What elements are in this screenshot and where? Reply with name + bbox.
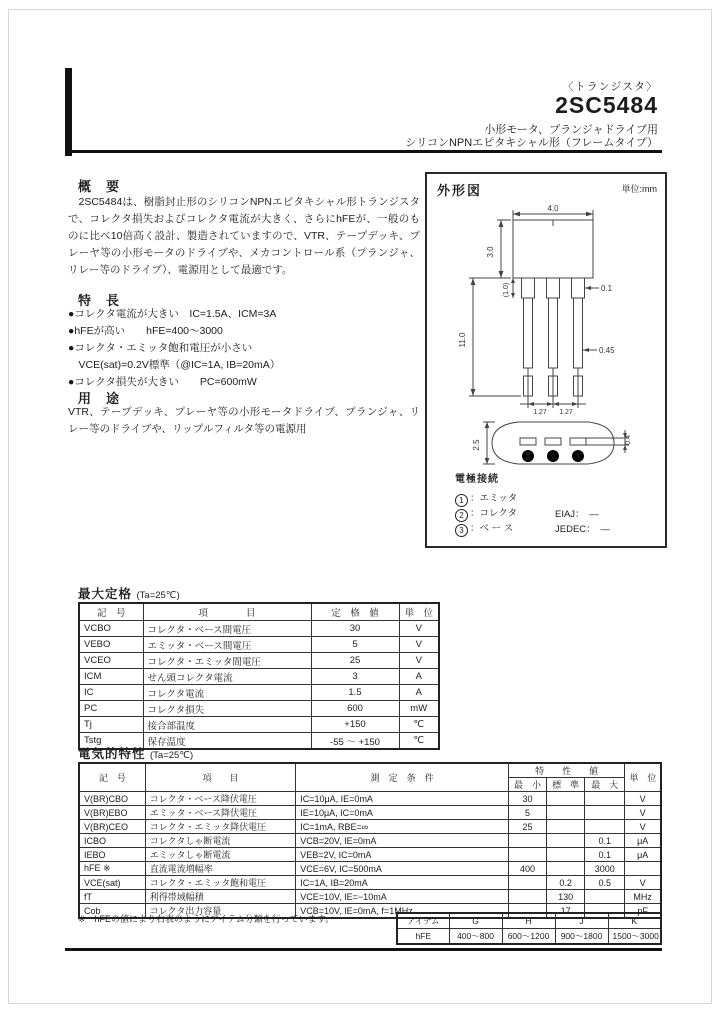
applications-heading: 用 途 [78, 391, 121, 406]
table-row [397, 929, 661, 945]
dim-lead-width: 0.45 [599, 346, 615, 355]
min: 5 [508, 806, 546, 820]
table-row [79, 717, 439, 733]
col-rank-g: G [449, 913, 502, 929]
value: +150 [311, 717, 399, 733]
overview-body: 2SC5484は、樹脂封止形のシリコンNPNエピタキシャル形トランジスタで、コレクタ損失およびコレクタ電流が大きく、さらにhFEが、一般のものに比べ10倍高く設計、製造されていますので、VTR、テープデッキ、プレーヤ等の小形モータのドライブや、メカコントロール系（プランジャ、リレー等のドライブ）、電源用として最適です。 [68, 196, 420, 276]
electrical-title: 電気的特性 [78, 747, 146, 761]
part-number: 2SC5484 [555, 92, 658, 118]
max [585, 806, 625, 820]
unit: mW [399, 701, 439, 717]
dim-pitch-right: 1.27 [559, 409, 573, 416]
col-rank-k: K [608, 913, 661, 929]
outline-figure-box [425, 172, 667, 548]
max: 3000 [585, 862, 625, 876]
dim-lead-overall: 11.0 [458, 332, 467, 348]
pad-number-1: 1 [526, 453, 530, 461]
item: コレクタ出力容量 [145, 904, 296, 919]
unit: V [399, 637, 439, 653]
typ [547, 834, 585, 848]
condition: VCB=10V, IE=0mA, f=1MHz [296, 904, 509, 919]
unit: pF [625, 904, 661, 919]
row-label: hFE [397, 929, 449, 945]
typ: 130 [547, 890, 585, 904]
unit: V [625, 806, 661, 820]
overview-heading: 概 要 [78, 179, 121, 194]
symbol: fT [79, 890, 145, 904]
symbol: Cob [79, 904, 145, 919]
col-rank-j: J [555, 913, 608, 929]
item: コレクタ・ベース降伏電圧 [145, 792, 296, 806]
symbol: IC [79, 685, 143, 701]
value: 5 [311, 637, 399, 653]
symbol: PC [79, 701, 143, 717]
unit: ℃ [399, 717, 439, 733]
dim-body-height: 3.0 [486, 246, 495, 258]
typ: 17 [547, 904, 585, 919]
unit: μA [625, 834, 661, 848]
symbol: VCE(sat) [79, 876, 145, 890]
jedec-standard: JEDEC： ― [555, 524, 610, 535]
table-row [79, 890, 661, 904]
condition: IC=10μA, IE=0mA [296, 792, 509, 806]
col-min: 最 小 [508, 778, 546, 792]
symbol: ICBO [79, 834, 145, 848]
max-ratings-table [78, 602, 440, 750]
value: 1.5 [311, 685, 399, 701]
unit: MHz [625, 890, 661, 904]
condition: VCE=6V, IC=500mA [296, 862, 509, 876]
table-row [79, 653, 439, 669]
item: 保存温度 [143, 733, 311, 750]
min [508, 890, 546, 904]
device-category: 〈トランジスタ〉 [562, 81, 658, 93]
dim-shoulder: (1.0) [503, 282, 510, 298]
unit: ℃ [399, 733, 439, 750]
table-row [79, 669, 439, 685]
package-drawing [433, 200, 659, 468]
range-h: 600～1200 [502, 929, 555, 945]
pin-2-number: 2 [455, 509, 468, 522]
dim-bottom-height: 2.5 [472, 439, 481, 451]
dim-body-width: 4.0 [547, 204, 559, 213]
table-row [79, 862, 661, 876]
value: 30 [311, 621, 399, 637]
max: 0.5 [585, 876, 625, 890]
unit: μA [625, 848, 661, 862]
range-g: 400～800 [449, 929, 502, 945]
electrical-condition: (Ta=25℃) [150, 750, 194, 761]
outline-title: 外形図 [437, 183, 483, 198]
table-row [79, 621, 439, 637]
pin-2-label: ：コレクタ [470, 508, 518, 519]
col-item: 項 目 [145, 763, 296, 792]
pin-1-label: ：エミッタ [470, 493, 518, 504]
unit: V [625, 820, 661, 834]
condition: IC=1mA, RBE=∞ [296, 820, 509, 834]
condition: IE=10μA, IC=0mA [296, 806, 509, 820]
min [508, 834, 546, 848]
subtitle-line-1: 小形モータ、プランジャドライブ用 [484, 124, 658, 136]
col-rank-h: H [502, 913, 555, 929]
min: 25 [508, 820, 546, 834]
unit: V [625, 792, 661, 806]
header-left-bar [65, 68, 72, 156]
subtitle-line-2: シリコンNPNエピタキシャル形（フレームタイプ） [405, 137, 658, 149]
hfe-footnote: ※ hFEの値により右表のようにアイテム分類を行っています。 [78, 914, 335, 924]
item: 接合部温度 [143, 717, 311, 733]
min: 400 [508, 862, 546, 876]
col-item: アイテム [397, 913, 449, 929]
pad-number-2: 2 [551, 453, 555, 461]
applications-body: VTR、テープデッキ、プレーヤ等の小形モータドライブ、プランジャ、リレー等のドライブや、リップルフィルタ等の電源用 [68, 406, 420, 435]
max [585, 820, 625, 834]
value: 600 [311, 701, 399, 717]
typ: 0.2 [547, 876, 585, 890]
table-row [79, 685, 439, 701]
feature-item: ●コレクタ損失が大きい PC=600mW [68, 376, 257, 388]
eiaj-standard: EIAJ： ― [555, 509, 599, 520]
value: 3 [311, 669, 399, 685]
col-max: 最 大 [585, 778, 625, 792]
hfe-classification-table [396, 912, 662, 945]
table-row [79, 637, 439, 653]
item: 利得帯域幅積 [145, 890, 296, 904]
max: 0.1 [585, 834, 625, 848]
col-characteristic: 特 性 値 [508, 763, 624, 778]
range-k: 1500～3000 [608, 929, 661, 945]
item: コレクタ電流 [143, 685, 311, 701]
col-symbol: 記 号 [79, 763, 145, 792]
table-header-row [397, 913, 661, 929]
unit: V [399, 621, 439, 637]
col-unit: 単 位 [625, 763, 661, 792]
max-ratings-heading [78, 584, 180, 602]
col-item: 項 目 [143, 603, 311, 621]
symbol: V(BR)CBO [79, 792, 145, 806]
col-typ: 標 準 [547, 778, 585, 792]
item: エミッタ・ベース降伏電圧 [145, 806, 296, 820]
symbol: Tj [79, 717, 143, 733]
table-row [79, 806, 661, 820]
table-header-row [79, 763, 661, 778]
condition: VCB=20V, IE=0mA [296, 834, 509, 848]
max [585, 890, 625, 904]
col-rating: 定 格 値 [311, 603, 399, 621]
pad-number-3: 3 [576, 453, 580, 461]
electrical-table [78, 762, 662, 919]
min: 30 [508, 792, 546, 806]
item: コレクタ・エミッタ飽和電圧 [145, 876, 296, 890]
max-ratings-title: 最大定格 [78, 587, 133, 601]
table-row [79, 876, 661, 890]
item: コレクタしゃ断電流 [145, 834, 296, 848]
min [508, 848, 546, 862]
features-heading: 特 長 [78, 293, 121, 308]
max [585, 792, 625, 806]
typ [547, 806, 585, 820]
table-row [79, 792, 661, 806]
table-row [79, 834, 661, 848]
features-list [68, 306, 420, 391]
typ [547, 792, 585, 806]
range-j: 900～1800 [555, 929, 608, 945]
symbol: Tstg [79, 733, 143, 750]
item: コレクタ・エミッタ間電圧 [143, 653, 311, 669]
item: コレクタ・ベース間電圧 [143, 621, 311, 637]
col-unit: 単 位 [399, 603, 439, 621]
condition: IC=1A, IB=20mA [296, 876, 509, 890]
condition: VEB=2V, IC=0mA [296, 848, 509, 862]
symbol: VCBO [79, 621, 143, 637]
feature-item: ●コレクタ電流が大きい IC=1.5A、ICM=3A [68, 308, 277, 320]
dim-lead-thickness: 0.1 [601, 284, 613, 293]
electrode-heading: 電極接続 [455, 474, 499, 485]
item: エミッタしゃ断電流 [145, 848, 296, 862]
feature-item: VCE(sat)=0.2V標準（@IC=1A, IB=20mA） [68, 359, 281, 371]
table-row [79, 848, 661, 862]
outline-unit-label: 単位:mm [621, 184, 657, 194]
unit: V [399, 653, 439, 669]
pin-3 [455, 520, 513, 537]
dim-pad-height: 0.4 [625, 435, 632, 445]
min [508, 876, 546, 890]
dim-pitch-left: 1.27 [533, 409, 547, 416]
col-condition: 測 定 条 件 [296, 763, 509, 792]
unit: V [625, 876, 661, 890]
pin-3-number: 3 [455, 524, 468, 537]
unit: A [399, 669, 439, 685]
electrical-heading [78, 744, 193, 762]
col-symbol: 記 号 [79, 603, 143, 621]
table-row [79, 701, 439, 717]
value: -55 ～ +150 [311, 733, 399, 750]
typ [547, 848, 585, 862]
pin-3-label: ：ベ ー ス [470, 523, 514, 534]
feature-item: ●hFEが高い hFE=400～3000 [68, 325, 223, 337]
item: コレクタ損失 [143, 701, 311, 717]
typ [547, 862, 585, 876]
symbol: IEBO [79, 848, 145, 862]
symbol: ICM [79, 669, 143, 685]
max: 0.1 [585, 848, 625, 862]
symbol: VEBO [79, 637, 143, 653]
symbol: V(BR)EBO [79, 806, 145, 820]
max-ratings-condition: (Ta=25℃) [136, 590, 180, 601]
item: 直流電流増幅率 [145, 862, 296, 876]
feature-item: ●コレクタ・エミッタ飽和電圧が小さい [68, 342, 253, 354]
symbol: V(BR)CEO [79, 820, 145, 834]
item: コレクタ・エミッタ降伏電圧 [145, 820, 296, 834]
table-row [79, 820, 661, 834]
condition: VCE=10V, IE=−10mA [296, 890, 509, 904]
item: せん頭コレクタ電流 [143, 669, 311, 685]
unit [625, 862, 661, 876]
item: エミッタ・ベース間電圧 [143, 637, 311, 653]
symbol: hFE ※ [79, 862, 145, 876]
typ [547, 820, 585, 834]
symbol: VCEO [79, 653, 143, 669]
pin-1-number: 1 [455, 494, 468, 507]
footer-rule [65, 948, 662, 951]
header-rule [65, 150, 662, 153]
table-header-row [79, 603, 439, 621]
value: 25 [311, 653, 399, 669]
unit: A [399, 685, 439, 701]
